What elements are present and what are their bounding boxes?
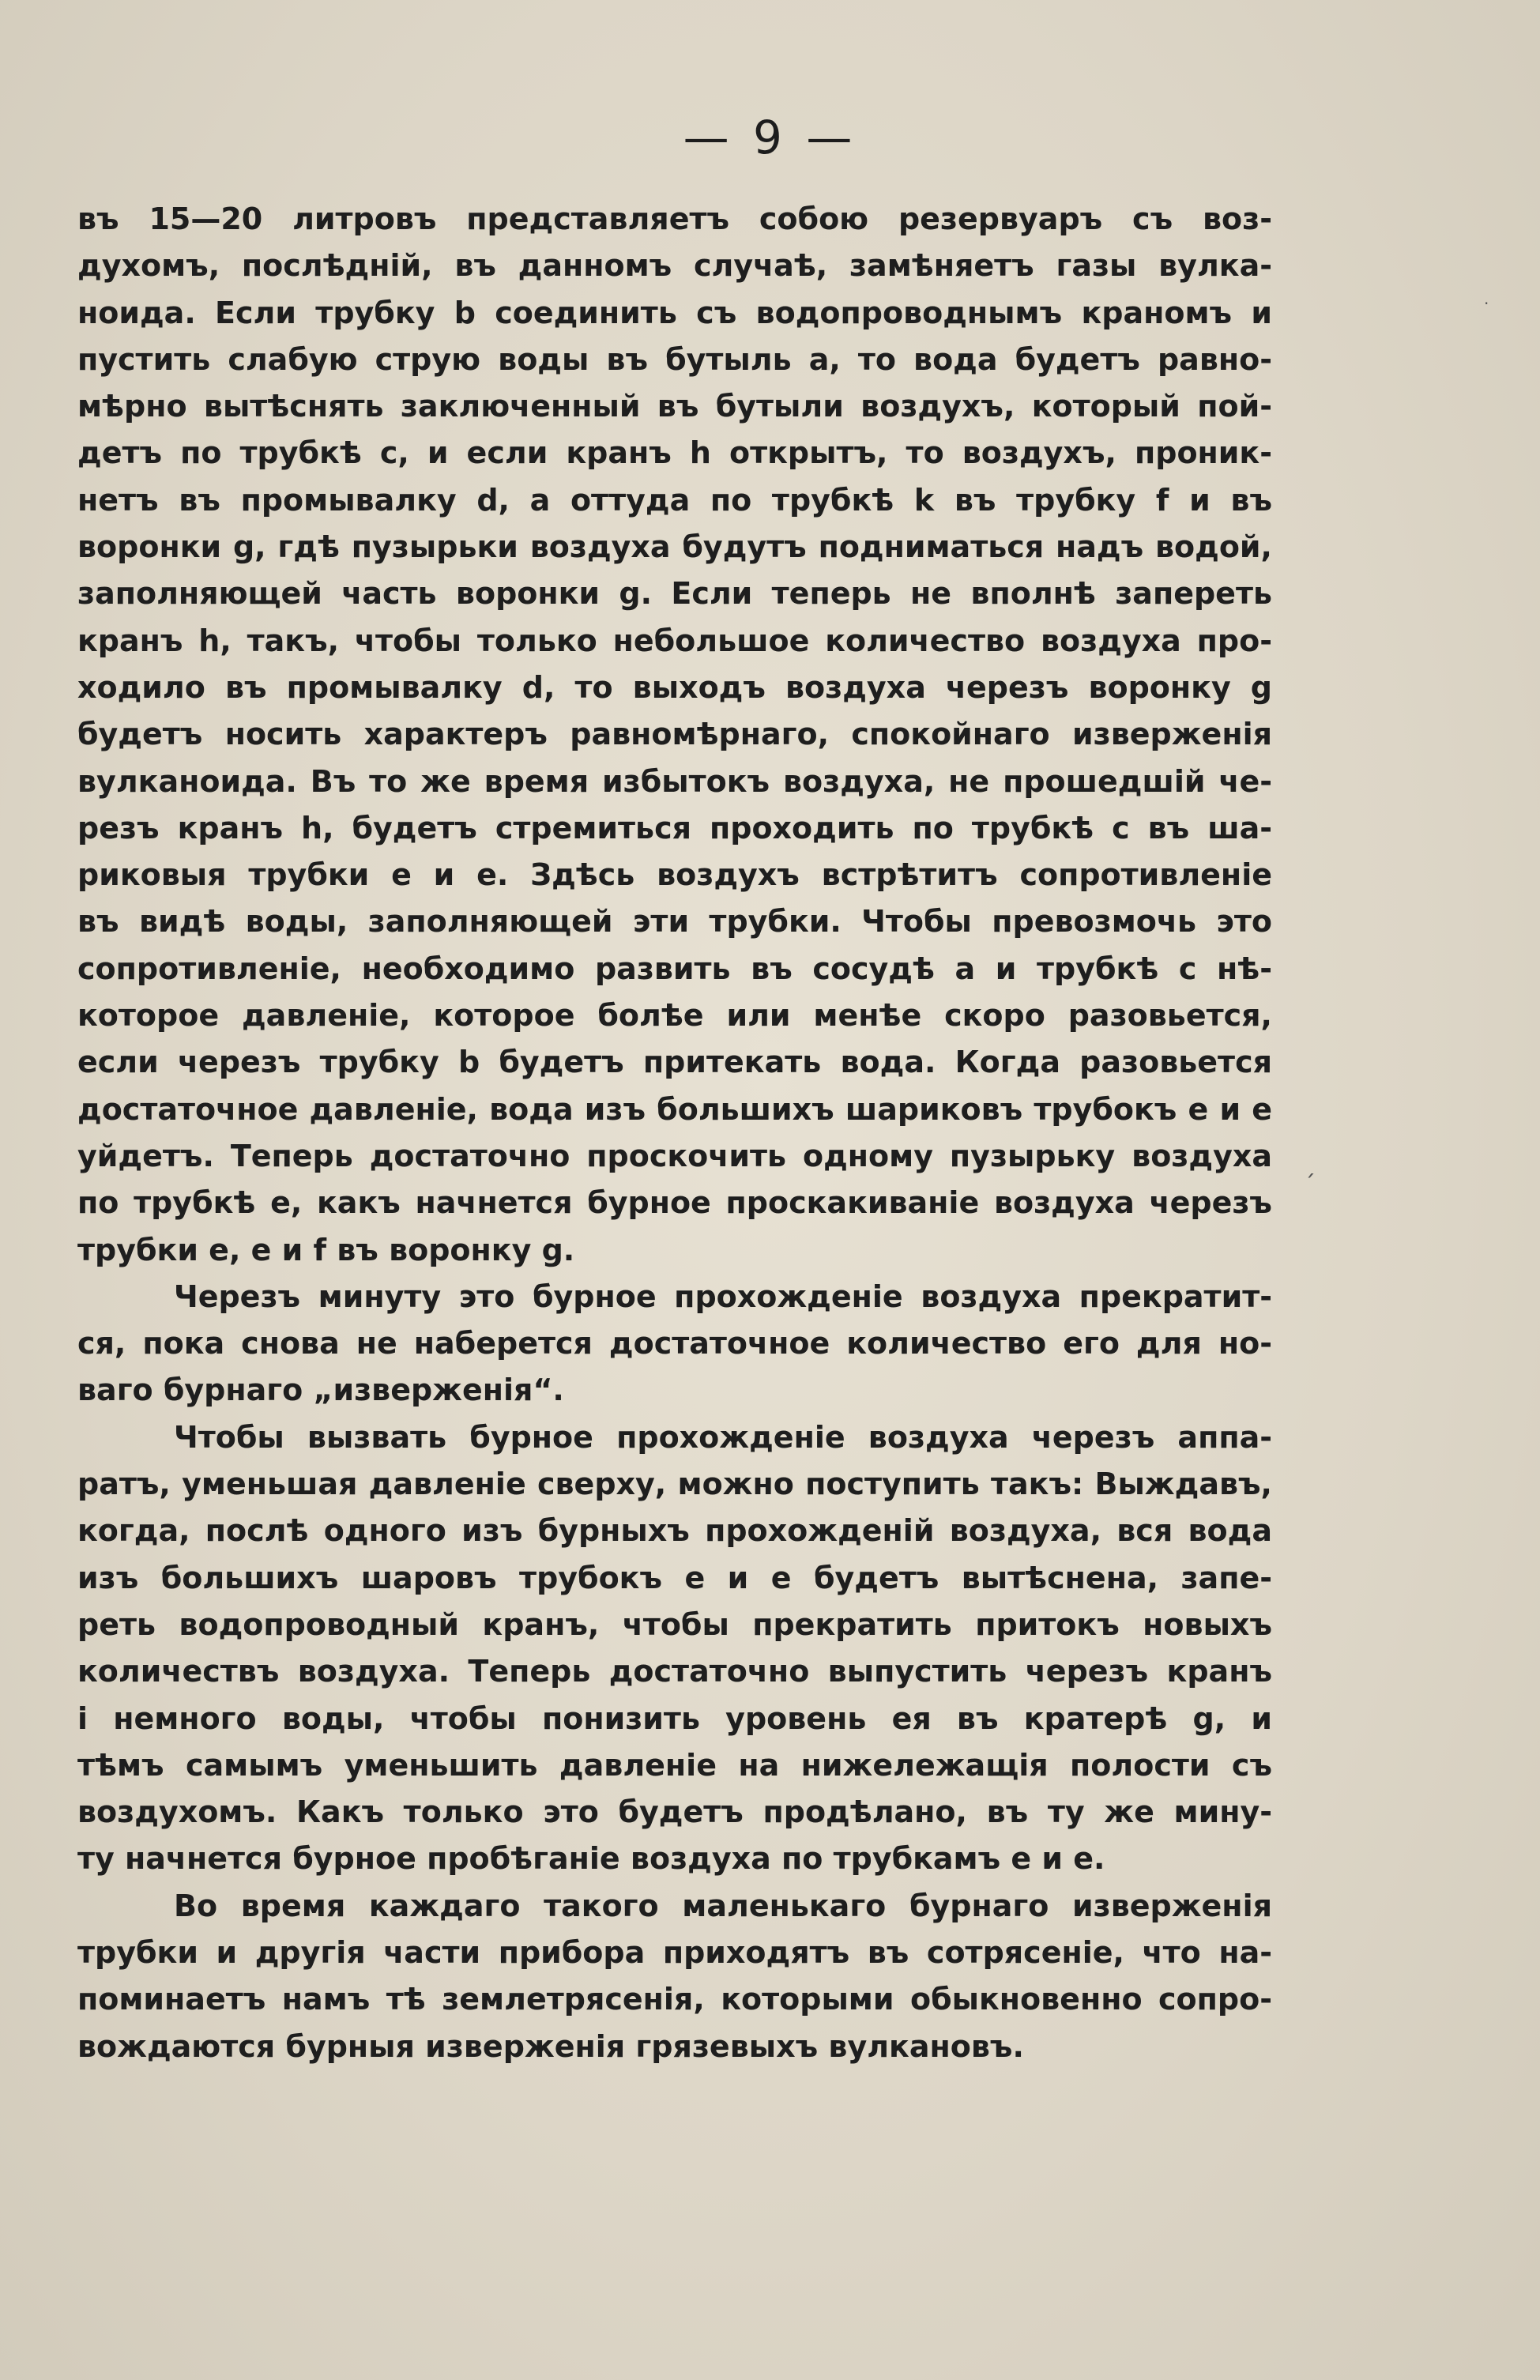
- margin-speck: ·: [1484, 294, 1489, 313]
- text-line: Чтобы вызвать бурное прохожденiе воздуха черезъ аппа-: [174, 1419, 1272, 1455]
- text-line: изъ большихъ шаровъ трубокъ e и e будетъ вытѣснена, запе-: [77, 1560, 1272, 1595]
- text-line: ходило въ промывалку d, то выходъ воздуха черезъ воронку g: [77, 669, 1272, 705]
- text-line: по трубкѣ e, какъ начнется бурное проскакиванiе воздуха черезъ: [77, 1185, 1272, 1221]
- text-line: нетъ въ промывалку d, а оттуда по трубкѣ k въ трубку f и въ: [77, 482, 1272, 518]
- text-line: ратъ, уменьшая давленiе сверху, можно поступить такъ: Выждавъ,: [77, 1467, 1272, 1502]
- text-line: сопротивленiе, необходимо развить въ сосудѣ a и трубкѣ c нѣ-: [77, 951, 1272, 986]
- text-line: въ 15—20 литровъ представляетъ собою резервуаръ съ воз-: [77, 201, 1272, 236]
- text-line: риковыя трубки e и e. Здѣсь воздухъ встрѣтитъ сопротивленiе: [77, 857, 1272, 893]
- text-line: тѣмъ самымъ уменьшить давленiе на нижележащiя полости съ: [77, 1747, 1272, 1783]
- text-line: реть водопроводный кранъ, чтобы прекратить притокъ новыхъ: [77, 1606, 1272, 1642]
- text-line: пустить слабую струю воды въ бутыль a, то вода будетъ равно-: [77, 341, 1272, 377]
- paragraph: [77, 1274, 1272, 1414]
- text-line: уйдетъ. Теперь достаточно проскочить одному пузырьку воздуха: [77, 1138, 1272, 1173]
- text-line: мѣрно вытѣснять заключенный въ бутыли воздухъ, который пой-: [77, 389, 1272, 424]
- text-line: если черезъ трубку b будетъ притекать вода. Когда разовьется: [77, 1045, 1272, 1080]
- text-line: воздухомъ. Какъ только это будетъ продѣлано, въ ту же мину-: [77, 1794, 1272, 1830]
- text-line: воронки g, гдѣ пузырьки воздуха будутъ подниматься надъ водой,: [77, 529, 1272, 565]
- text-line: Черезъ минуту это бурное прохожденiе воздуха прекратит-: [174, 1278, 1272, 1314]
- text-line: резъ кранъ h, будетъ стремиться проходить по трубкѣ c въ ша-: [77, 810, 1272, 845]
- text-line: ваго бурнаго „изверженiя“.: [77, 1373, 564, 1408]
- text-line: вождаются бурныя изверженiя грязевыхъ вулкановъ.: [77, 2028, 1024, 2064]
- text-line: Во время каждаго такого маленькаго бурнаго изверженiя: [174, 1888, 1272, 1923]
- margin-speck: ˊ: [1304, 1171, 1316, 1199]
- text-line: духомъ, послѣднiй, въ данномъ случаѣ, замѣняетъ газы вулка-: [77, 248, 1272, 284]
- text-line: детъ по трубкѣ c, и если кранъ h открытъ, то воздухъ, проник-: [77, 435, 1272, 471]
- text-line: количествъ воздуха. Теперь достаточно выпустить черезъ кранъ: [77, 1654, 1272, 1689]
- text-line: будетъ носить характеръ равномѣрнаго, спокойнаго изверженiя: [77, 717, 1272, 752]
- paragraph: [77, 196, 1272, 1274]
- text-line: когда, послѣ одного изъ бурныхъ прохожденiй воздуха, вся вода: [77, 1513, 1272, 1549]
- text-line: ту начнется бурное пробѣганiе воздуха по трубкамъ e и e.: [77, 1841, 1105, 1877]
- text-line: вулканоида. Въ то же время избытокъ воздуха, не прошедшiй че-: [77, 763, 1272, 799]
- text-line: ся, пока снова не наберется достаточное количество его для но-: [77, 1326, 1272, 1361]
- text-line: поминаетъ намъ тѣ землетрясенiя, которыми обыкновенно сопро-: [77, 1982, 1272, 2017]
- text-line: кранъ h, такъ, чтобы только небольшое количество воздуха про-: [77, 623, 1272, 658]
- text-line: ноида. Если трубку b соединить съ водопроводнымъ краномъ и: [77, 295, 1272, 330]
- text-line: i немного воды, чтобы понизить уровень ея въ кратерѣ g, и: [77, 1700, 1272, 1736]
- text-line: трубки и другiя части прибора приходятъ въ сотрясенiе, что на-: [77, 1934, 1272, 1970]
- text-line: которое давленiе, которое болѣе или менѣе скоро разовьется,: [77, 998, 1272, 1034]
- page-number: — 9 —: [683, 111, 857, 164]
- text-line: заполняющей часть воронки g. Если теперь не вполнѣ запереть: [77, 576, 1272, 612]
- paragraph: [77, 1414, 1272, 1883]
- text-line: трубки e, e и f въ воронку g.: [77, 1232, 575, 1267]
- paragraph: [77, 1883, 1272, 2070]
- text-line: достаточное давленiе, вода изъ большихъ шариковъ трубокъ e и e: [77, 1091, 1272, 1127]
- body-text: [77, 196, 1272, 2070]
- text-line: въ видѣ воды, заполняющей эти трубки. Чтобы превозмочь это: [77, 904, 1272, 940]
